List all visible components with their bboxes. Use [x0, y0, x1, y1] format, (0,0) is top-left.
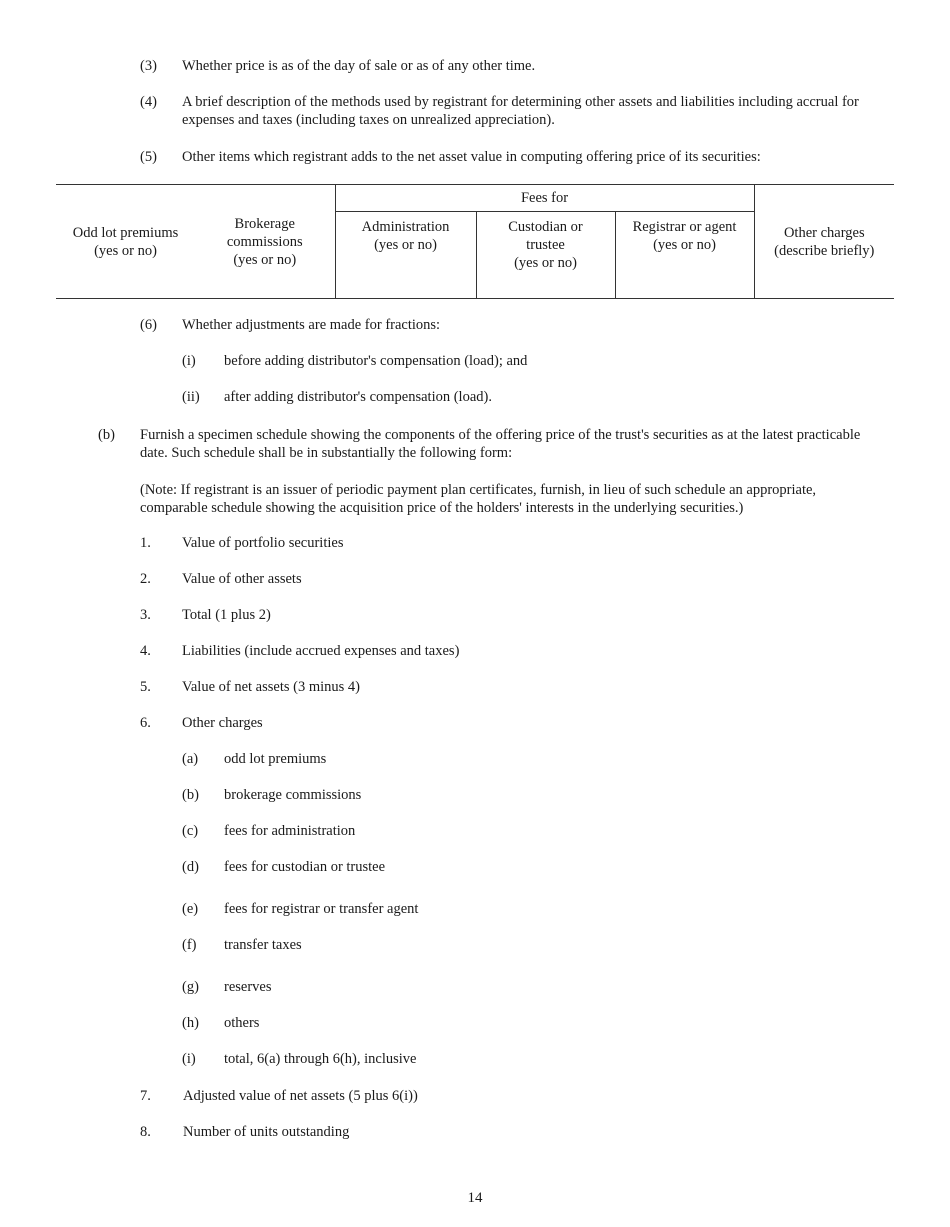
charge-letter: (i) [182, 1051, 196, 1067]
section-number: (b) [98, 427, 115, 443]
schedule-number: 8. [140, 1124, 151, 1140]
charge-text: brokerage commissions [224, 787, 362, 803]
col-header-brokerage: Brokerage commissions (yes or no) [195, 185, 335, 299]
charge-text: others [224, 1015, 260, 1031]
item-text: Whether price is as of the day of sale or as of any other time. [182, 58, 536, 74]
col-header-odd-lot: Odd lot premiums (yes or no) [56, 185, 195, 299]
sub-item-number: (ii) [182, 389, 200, 405]
col-header-registrar: Registrar or agent (yes or no) [615, 212, 754, 299]
sub-item-text: before adding distributor's compensation (load); and [224, 353, 528, 369]
col-header-other-charges: Other charges (describe briefly) [754, 185, 894, 299]
schedule-text: Other charges [182, 715, 263, 731]
schedule-text: Number of units outstanding [183, 1124, 350, 1140]
page-number: 14 [467, 1190, 483, 1206]
item-number: (6) [140, 317, 157, 333]
col-header-custodian: Custodian or trustee (yes or no) [476, 212, 615, 299]
schedule-number: 1. [140, 535, 151, 551]
charge-text: odd lot premiums [224, 751, 327, 767]
sub-item-text: after adding distributor's compensation (load). [224, 389, 492, 405]
schedule-number: 4. [140, 643, 151, 659]
charge-text: fees for administration [224, 823, 356, 839]
item-text: A brief description of the methods used by registrant for determining other assets and liabilities including accrual for expenses and taxes (including taxes on unrealized appreciation). [182, 94, 859, 128]
charge-letter: (h) [182, 1015, 199, 1031]
item-number: (5) [140, 149, 157, 165]
schedule-number: 3. [140, 607, 151, 623]
charge-letter: (f) [182, 937, 197, 953]
schedule-text: Adjusted value of net assets (5 plus 6(i)) [183, 1088, 418, 1104]
schedule-number: 7. [140, 1088, 151, 1104]
charge-text: total, 6(a) through 6(h), inclusive [224, 1051, 417, 1067]
schedule-number: 5. [140, 679, 151, 695]
schedule-text: Value of net assets (3 minus 4) [182, 679, 360, 695]
charge-letter: (g) [182, 979, 199, 995]
sub-item-number: (i) [182, 353, 196, 369]
charge-letter: (e) [182, 901, 199, 917]
schedule-text: Total (1 plus 2) [182, 607, 271, 623]
item-text: Other items which registrant adds to the net asset value in computing offering price of its securities: [182, 149, 761, 165]
charge-letter: (b) [182, 787, 199, 803]
charge-letter: (d) [182, 859, 199, 875]
charge-letter: (c) [182, 823, 199, 839]
charge-text: reserves [224, 979, 272, 995]
section-text: Furnish a specimen schedule showing the components of the offering price of the trust's securities as at the latest practicable date. Such schedule shall be in substantially the following form: [140, 427, 861, 461]
charge-text: fees for registrar or transfer agent [224, 901, 419, 917]
col-header-administration: Administration (yes or no) [335, 212, 476, 299]
fee-table [56, 184, 894, 299]
item-text: Whether adjustments are made for fractions: [182, 317, 441, 333]
charge-text: fees for custodian or trustee [224, 859, 386, 875]
item-number: (4) [140, 94, 157, 110]
charge-text: transfer taxes [224, 937, 302, 953]
schedule-text: Value of portfolio securities [182, 535, 344, 551]
schedule-text: Liabilities (include accrued expenses and taxes) [182, 643, 460, 659]
item-number: (3) [140, 58, 157, 74]
col-group-header-fees-for: Fees for [335, 185, 754, 212]
schedule-number: 2. [140, 571, 151, 587]
section-note: (Note: If registrant is an issuer of periodic payment plan certificates, furnish, in lieu of such schedule an appropriate, comparable schedule showing the acquisition price of the holders' interests in the underlying securities.) [140, 482, 817, 516]
schedule-number: 6. [140, 715, 151, 731]
charge-letter: (a) [182, 751, 199, 767]
schedule-text: Value of other assets [182, 571, 302, 587]
